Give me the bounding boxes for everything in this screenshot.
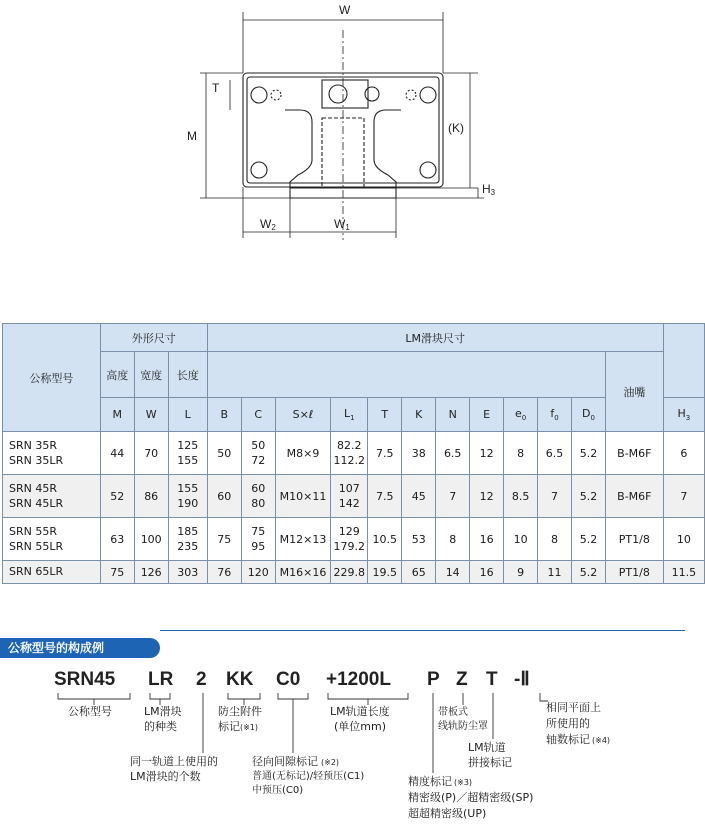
label-clearance-3: 中预压(C0): [252, 785, 304, 796]
code-belt: Z: [456, 669, 468, 690]
code-joint: T: [486, 669, 498, 690]
cell-k: 45: [402, 475, 436, 518]
cell-h3: 7: [663, 475, 704, 518]
cell-e0: 8: [504, 432, 538, 475]
cell-w: 86: [134, 475, 168, 518]
cell-e: 16: [470, 518, 504, 561]
cell-k: 65: [402, 561, 436, 584]
label-block-type-1: LM滑块: [144, 705, 182, 718]
cell-t: 7.5: [368, 432, 402, 475]
label-rail-1: LM轨道长度: [330, 705, 390, 718]
cell-d0: 5.2: [572, 432, 606, 475]
cell-e0: 9: [504, 561, 538, 584]
section-title: 公称型号的构成例: [0, 638, 160, 658]
cell-e: 16: [470, 561, 504, 584]
code-rail-length: +1200L: [326, 669, 391, 690]
cell-n: 8: [436, 518, 470, 561]
cell-l1: 107 142: [331, 475, 368, 518]
col-h3: $H_3$: [663, 398, 704, 432]
col-c: C: [241, 398, 275, 432]
cell-w: 100: [134, 518, 168, 561]
label-belt-2: 线轨防尘罩: [438, 721, 488, 732]
dim-h3: H3: [482, 182, 496, 197]
label-dust-1: 防尘附件: [218, 705, 262, 718]
cell-w: 70: [134, 432, 168, 475]
label-joint-2: 拼接标记: [468, 756, 512, 769]
cell-m: 44: [100, 432, 134, 475]
cell-n: 14: [436, 561, 470, 584]
cell-e: 12: [470, 432, 504, 475]
cell-h3: 6: [663, 432, 704, 475]
spec-table: [2, 323, 705, 584]
cell-model: SRN 45R SRN 45LR: [3, 475, 101, 518]
header-rail-spacer: [663, 324, 704, 398]
cell-c: 60 80: [241, 475, 275, 518]
header-block-dims: LM滑块尺寸: [207, 324, 663, 352]
cell-l1: 229.8: [331, 561, 368, 584]
cell-t: 10.5: [368, 518, 402, 561]
cell-f0: 6.5: [538, 432, 572, 475]
col-m: M: [100, 398, 134, 432]
label-rail-2: (单位mm): [334, 720, 387, 733]
label-qty-1: 同一轨道上使用的: [130, 755, 218, 768]
header-length: 长度: [168, 352, 207, 398]
col-l1: $L_1$: [331, 398, 368, 432]
cell-sxl: M16×16: [275, 561, 331, 584]
cell-n: 7: [436, 475, 470, 518]
cell-f0: 8: [538, 518, 572, 561]
col-w: W: [134, 398, 168, 432]
dim-k: (K): [448, 121, 464, 135]
col-sxl: S×ℓ: [275, 398, 331, 432]
cell-nipple: PT1/8: [605, 561, 663, 584]
cell-e0: 8.5: [504, 475, 538, 518]
cell-l: 155 190: [168, 475, 207, 518]
header-outer-dims: 外形尺寸: [100, 324, 207, 352]
label-clearance-2: 普通(无标记)/轻预压(C1): [252, 771, 365, 782]
label-block-type-2: 的种类: [144, 720, 177, 733]
cell-m: 52: [100, 475, 134, 518]
code-axis: -Ⅱ: [514, 669, 530, 690]
table-row: [3, 432, 705, 475]
cell-w: 126: [134, 561, 168, 584]
col-b: B: [207, 398, 241, 432]
cell-k: 53: [402, 518, 436, 561]
dim-w1: W1: [334, 217, 350, 232]
cell-c: 120: [241, 561, 275, 584]
col-k: K: [402, 398, 436, 432]
cell-m: 63: [100, 518, 134, 561]
label-dust-2: 标记(※1): [218, 720, 259, 733]
cell-l1: 82.2 112.2: [331, 432, 368, 475]
col-e: E: [470, 398, 504, 432]
dim-m: M: [187, 129, 197, 143]
col-d0: $D_0$: [572, 398, 606, 432]
label-axis-1: 相同平面上: [546, 701, 601, 714]
code-qty: 2: [196, 669, 207, 690]
cell-nipple: PT1/8: [605, 518, 663, 561]
table-row: [3, 561, 705, 584]
cell-l1: 129 179.2: [331, 518, 368, 561]
label-accuracy-1: 精度标记 (※3): [408, 775, 473, 788]
model-code-diagram: [0, 655, 705, 825]
dim-w: W: [339, 3, 351, 17]
cell-model: SRN 35R SRN 35LR: [3, 432, 101, 475]
cell-model: SRN 65LR: [3, 561, 101, 584]
cell-n: 6.5: [436, 432, 470, 475]
cell-l: 185 235: [168, 518, 207, 561]
dim-t: T: [212, 81, 220, 95]
cell-b: 50: [207, 432, 241, 475]
cell-c: 50 72: [241, 432, 275, 475]
section-rule: [160, 630, 685, 631]
cell-m: 75: [100, 561, 134, 584]
code-block-type: LR: [148, 669, 174, 690]
cell-c: 75 95: [241, 518, 275, 561]
label-model: 公称型号: [68, 705, 112, 718]
cell-d0: 5.2: [572, 475, 606, 518]
cell-nipple: B-M6F: [605, 432, 663, 475]
cell-f0: 7: [538, 475, 572, 518]
label-clearance-1: 径向间隙标记 (※2): [252, 755, 340, 768]
table-row: [3, 475, 705, 518]
cell-nipple: B-M6F: [605, 475, 663, 518]
header-block-spacer: [207, 352, 605, 398]
label-belt-1: 带板式: [438, 707, 468, 718]
cell-d0: 5.2: [572, 518, 606, 561]
table-row: [3, 518, 705, 561]
cell-b: 60: [207, 475, 241, 518]
cell-sxl: M12×13: [275, 518, 331, 561]
label-joint-1: LM轨道: [468, 741, 506, 754]
col-l: L: [168, 398, 207, 432]
col-n: N: [436, 398, 470, 432]
cell-d0: 5.2: [572, 561, 606, 584]
technical-drawing: [0, 0, 705, 320]
label-accuracy-2: 精密级(P)／超精密级(SP): [408, 791, 534, 804]
cell-sxl: M8×9: [275, 432, 331, 475]
cell-b: 76: [207, 561, 241, 584]
cell-t: 19.5: [368, 561, 402, 584]
cell-b: 75: [207, 518, 241, 561]
col-t: T: [368, 398, 402, 432]
header-height: 高度: [100, 352, 134, 398]
cell-e: 12: [470, 475, 504, 518]
label-axis-2: 所使用的: [546, 717, 590, 730]
header-model: 公称型号: [3, 324, 101, 432]
cell-model: SRN 55R SRN 55LR: [3, 518, 101, 561]
code-series: SRN45: [54, 669, 116, 690]
cell-sxl: M10×11: [275, 475, 331, 518]
cell-l: 303: [168, 561, 207, 584]
header-nipple: 油嘴: [605, 352, 663, 432]
dim-w2: W2: [260, 217, 276, 232]
cell-k: 38: [402, 432, 436, 475]
header-width: 宽度: [134, 352, 168, 398]
col-f0: $f_0$: [538, 398, 572, 432]
code-accuracy: P: [427, 669, 440, 690]
cell-h3: 11.5: [663, 561, 704, 584]
label-qty-2: LM滑块的个数: [130, 770, 201, 783]
cell-e0: 10: [504, 518, 538, 561]
code-dust: KK: [226, 669, 254, 690]
cell-t: 7.5: [368, 475, 402, 518]
cell-h3: 10: [663, 518, 704, 561]
code-clearance: C0: [276, 669, 301, 690]
cell-l: 125 155: [168, 432, 207, 475]
label-accuracy-3: 超超精密级(UP): [408, 807, 487, 820]
cell-f0: 11: [538, 561, 572, 584]
label-axis-3: 轴数标记 (※4): [546, 733, 611, 746]
col-e0: $e_0$: [504, 398, 538, 432]
